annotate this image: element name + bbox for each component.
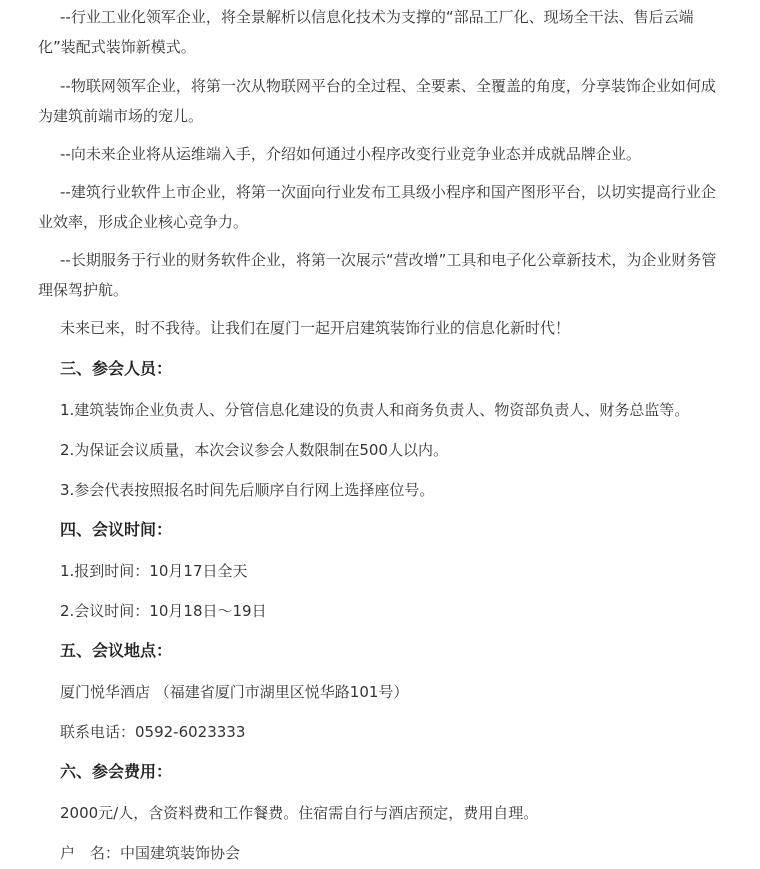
intro-paragraph-6: 未来已来，时不我待。让我们在厦门一起开启建筑装饰行业的信息化新时代！ <box>60 319 571 337</box>
venue-address: 厦门悦华酒店 （福建省厦门市湖里区悦华路101号） <box>60 683 409 701</box>
venue-phone: 联系电话：0592-6023333 <box>60 723 246 741</box>
attendees-item-3: 3.参会代表按照报名时间先后顺序自行网上选择座位号。 <box>60 481 435 499</box>
time-item-1: 1.报到时间：10月17日全天 <box>60 562 248 580</box>
intro-paragraph-2: --物联网领军企业，将第一次从物联网平台的全过程、全要素、全覆盖的角度，分享装饰企业如何成为建筑前端市场的宠儿。 <box>38 77 716 125</box>
intro-paragraph-5: --长期服务于行业的财务软件企业，将第一次展示“营改增”工具和电子化公章新技术，为企业财务管理保驾护航。 <box>38 251 717 299</box>
fee-text: 2000元/人，含资料费和工作餐费。住宿需自行与酒店预定，费用自理。 <box>60 804 539 822</box>
intro-paragraph-1: --行业工业化领军企业，将全景解析以信息化技术为支撑的“部品工厂化、现场全干法、售后云端化”装配式装饰新模式。 <box>38 8 694 56</box>
section-heading-time: 四、会议时间： <box>60 520 173 539</box>
time-item-2: 2.会议时间：10月18日～19日 <box>60 602 267 620</box>
attendees-item-1: 1.建筑装饰企业负责人、分管信息化建设的负责人和商务负责人、物资部负责人、财务总监等。 <box>60 401 690 419</box>
section-heading-fee: 六、参会费用： <box>60 762 173 781</box>
attendees-item-2: 2.为保证会议质量，本次会议参会人数限制在500人以内。 <box>60 441 448 459</box>
section-heading-attendees: 三、参会人员： <box>60 359 173 378</box>
account-name: 户 名：中国建筑装饰协会 <box>60 844 241 862</box>
intro-paragraph-3: --向未来企业将从运维端入手，介绍如何通过小程序改变行业竞争业态并成就品牌企业。 <box>60 145 641 163</box>
section-heading-venue: 五、会议地点： <box>60 641 173 660</box>
intro-paragraph-4: --建筑行业软件上市企业，将第一次面向行业发布工具级小程序和国产图形平台，以切实提高行业企业效率，形成企业核心竞争力。 <box>38 183 716 231</box>
